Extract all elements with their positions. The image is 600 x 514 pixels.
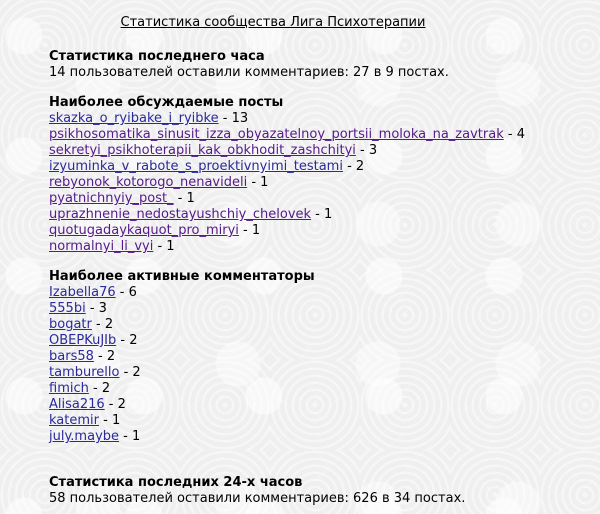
last-hour-title: Статистика последнего часа — [49, 49, 265, 64]
post-count: 1 — [166, 239, 175, 254]
last-hour-section — [49, 49, 589, 81]
post-link[interactable]: quotugadaykaquot_pro_miryi — [49, 223, 239, 238]
commenter-link[interactable]: Alisa216 — [49, 397, 105, 412]
commenter-item: tamburello - 2 — [49, 365, 141, 380]
last-hour-summary: 14 пользователей оставили комментариев: 27 в 9 постах. — [49, 65, 449, 80]
post-count: 3 — [368, 143, 378, 158]
post-count: 2 — [355, 159, 365, 174]
commenter-item: katemir - 1 — [49, 413, 121, 428]
post-link[interactable]: psikhosomatika_sinusit_izza_obyazatelnoy_portsii_moloka_na_zavtrak — [49, 127, 504, 142]
post-count: 1 — [186, 191, 195, 206]
post-item: skazka_o_ryibake_i_ryibke - 13 — [49, 111, 249, 126]
commenter-link[interactable]: Izabella76 — [49, 285, 116, 300]
top-commenters-list — [49, 285, 589, 445]
commenter-count: 1 — [111, 413, 121, 428]
page-title-link[interactable]: Статистика сообщества Лига Психотерапии — [120, 15, 426, 30]
top-posts-section — [49, 95, 589, 255]
commenter-count: 3 — [98, 301, 107, 316]
post-link[interactable]: pyatnichnyiy_post_ — [49, 191, 174, 206]
post-item: rebyonok_kotorogo_nenavideli - 1 — [49, 175, 269, 190]
commenter-link[interactable]: bogatr — [49, 317, 92, 332]
post-link[interactable]: skazka_o_ryibake_i_ryibke — [49, 111, 219, 126]
post-count: 1 — [324, 207, 333, 222]
commenter-count: 2 — [101, 381, 111, 396]
top-commenters-title: Наиболее активные комментаторы — [49, 269, 315, 284]
commenter-count: 6 — [128, 285, 137, 300]
commenter-item: Alisa216 - 2 — [49, 397, 126, 412]
commenter-link[interactable]: 555bi — [49, 301, 86, 316]
post-item: pyatnichnyiy_post_ - 1 — [49, 191, 195, 206]
commenter-item: 555bi - 3 — [49, 301, 107, 316]
post-link[interactable]: izyuminka_v_rabote_s_proektivnyimi_testami — [49, 159, 343, 174]
post-item: uprazhnenie_nedostayushchiy_chelovek - 1 — [49, 207, 333, 222]
commenter-item: bogatr - 2 — [49, 317, 114, 332]
post-link[interactable]: sekretyi_psikhoterapii_kak_obkhodit_zashchityi — [49, 143, 356, 158]
post-count: 1 — [260, 175, 269, 190]
commenter-link[interactable]: fimich — [49, 381, 89, 396]
post-item: normalnyi_li_vyi - 1 — [49, 239, 175, 254]
post-count: 1 — [251, 223, 261, 238]
top-posts-title: Наиболее обсуждаемые посты — [49, 95, 284, 110]
commenter-link[interactable]: july.maybe — [49, 429, 120, 444]
commenter-count: 2 — [104, 317, 114, 332]
post-link[interactable]: uprazhnenie_nedostayushchiy_chelovek — [49, 207, 312, 222]
last-day-title: Статистика последних 24-х часов — [49, 475, 303, 490]
commenter-link[interactable]: tamburello — [49, 365, 120, 380]
commenter-count: 1 — [131, 429, 141, 444]
commenter-item: Izabella76 - 6 — [49, 285, 137, 300]
commenter-count: 2 — [106, 349, 116, 364]
commenter-item: july.maybe - 1 — [49, 429, 141, 444]
post-item: psikhosomatika_sinusit_izza_obyazatelnoy_portsii_moloka_na_zavtrak - 4 — [49, 127, 525, 142]
commenter-count: 2 — [117, 397, 126, 412]
top-commenters-section — [49, 269, 589, 445]
top-posts-list — [49, 111, 589, 255]
post-link[interactable]: rebyonok_kotorogo_nenavideli — [49, 175, 248, 190]
stats-page — [49, 13, 589, 507]
commenter-count: 2 — [132, 365, 141, 380]
post-item: sekretyi_psikhoterapii_kak_obkhodit_zashchityi - 3 — [49, 143, 378, 158]
post-count: 13 — [231, 111, 249, 126]
post-item: quotugadaykaquot_pro_miryi - 1 — [49, 223, 261, 238]
commenter-item: bars58 - 2 — [49, 349, 116, 364]
post-link[interactable]: normalnyi_li_vyi — [49, 239, 154, 254]
commenter-count: 2 — [129, 333, 138, 348]
commenter-item: fimich - 2 — [49, 381, 111, 396]
commenter-link[interactable]: bars58 — [49, 349, 94, 364]
last-day-summary: 58 пользователей оставили комментариев: 626 в 34 постах. — [49, 491, 466, 506]
post-item: izyuminka_v_rabote_s_proektivnyimi_testami - 2 — [49, 159, 365, 174]
commenter-link[interactable]: OBEPKuJIb — [49, 333, 117, 348]
commenter-link[interactable]: katemir — [49, 413, 99, 428]
commenter-item: OBEPKuJIb - 2 — [49, 333, 138, 348]
last-day-section — [49, 475, 589, 507]
post-count: 4 — [516, 127, 525, 142]
